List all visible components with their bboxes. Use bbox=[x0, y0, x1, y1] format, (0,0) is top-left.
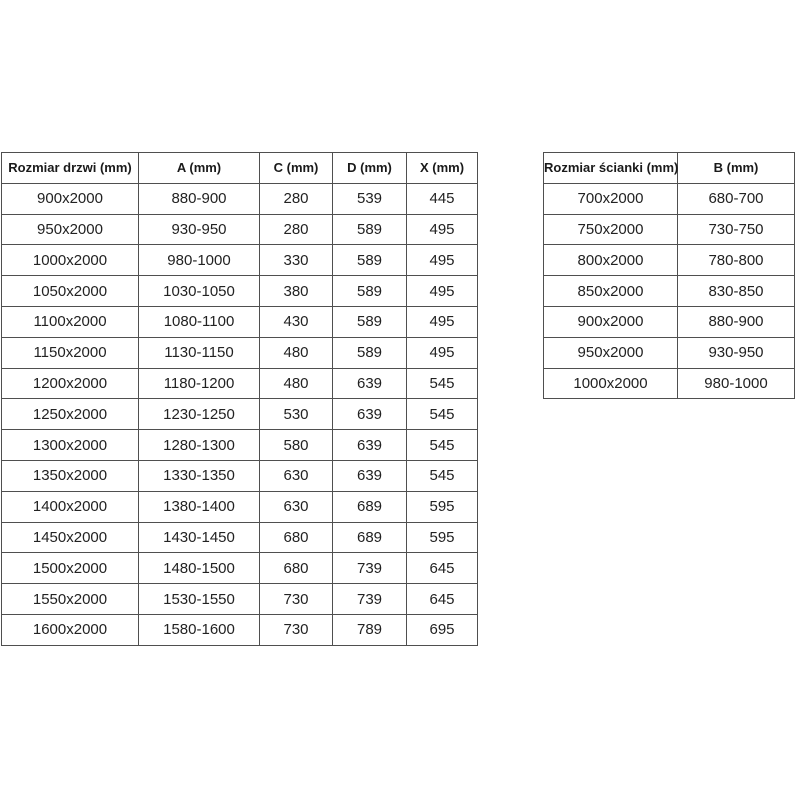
table-cell: 589 bbox=[333, 276, 407, 307]
table-cell: 1030-1050 bbox=[139, 276, 260, 307]
table-cell: 950x2000 bbox=[544, 337, 678, 368]
table-cell: 495 bbox=[407, 337, 478, 368]
table-cell: 1330-1350 bbox=[139, 460, 260, 491]
door-sizes-header-rozmiar-drzwi: Rozmiar drzwi (mm) bbox=[2, 153, 139, 184]
table-cell: 900x2000 bbox=[544, 306, 678, 337]
table-row bbox=[2, 276, 478, 307]
door-sizes-table bbox=[1, 152, 478, 646]
table-cell: 589 bbox=[333, 245, 407, 276]
door-sizes-header-row bbox=[2, 153, 478, 184]
table-cell: 980-1000 bbox=[139, 245, 260, 276]
table-cell: 880-900 bbox=[678, 306, 795, 337]
table-cell: 1280-1300 bbox=[139, 430, 260, 461]
table-cell: 930-950 bbox=[678, 337, 795, 368]
table-row bbox=[544, 337, 795, 368]
table-row bbox=[2, 214, 478, 245]
table-row bbox=[544, 245, 795, 276]
table-cell: 495 bbox=[407, 276, 478, 307]
wall-panel-sizes-header-row bbox=[544, 153, 795, 184]
door-sizes-header-a: A (mm) bbox=[139, 153, 260, 184]
table-row bbox=[544, 306, 795, 337]
table-cell: 880-900 bbox=[139, 183, 260, 214]
table-cell: 280 bbox=[260, 214, 333, 245]
table-row bbox=[544, 368, 795, 399]
table-row bbox=[544, 276, 795, 307]
table-cell: 595 bbox=[407, 522, 478, 553]
table-cell: 980-1000 bbox=[678, 368, 795, 399]
table-cell: 545 bbox=[407, 430, 478, 461]
table-cell: 530 bbox=[260, 399, 333, 430]
table-cell: 1050x2000 bbox=[2, 276, 139, 307]
table-cell: 280 bbox=[260, 183, 333, 214]
table-cell: 1000x2000 bbox=[2, 245, 139, 276]
table-cell: 800x2000 bbox=[544, 245, 678, 276]
table-cell: 1400x2000 bbox=[2, 491, 139, 522]
table-cell: 689 bbox=[333, 491, 407, 522]
table-cell: 1600x2000 bbox=[2, 614, 139, 645]
table-cell: 380 bbox=[260, 276, 333, 307]
table-row bbox=[2, 614, 478, 645]
wall-panel-header-b: B (mm) bbox=[678, 153, 795, 184]
table-cell: 589 bbox=[333, 337, 407, 368]
table-cell: 1250x2000 bbox=[2, 399, 139, 430]
table-cell: 545 bbox=[407, 460, 478, 491]
door-sizes-header-d: D (mm) bbox=[333, 153, 407, 184]
table-cell: 639 bbox=[333, 399, 407, 430]
table-cell: 1380-1400 bbox=[139, 491, 260, 522]
table-cell: 1080-1100 bbox=[139, 306, 260, 337]
table-cell: 680 bbox=[260, 522, 333, 553]
table-row bbox=[2, 337, 478, 368]
table-cell: 680-700 bbox=[678, 183, 795, 214]
table-cell: 1230-1250 bbox=[139, 399, 260, 430]
table-cell: 1550x2000 bbox=[2, 584, 139, 615]
table-cell: 480 bbox=[260, 337, 333, 368]
table-cell: 1150x2000 bbox=[2, 337, 139, 368]
table-cell: 680 bbox=[260, 553, 333, 584]
table-cell: 850x2000 bbox=[544, 276, 678, 307]
table-cell: 445 bbox=[407, 183, 478, 214]
table-cell: 830-850 bbox=[678, 276, 795, 307]
table-cell: 930-950 bbox=[139, 214, 260, 245]
table-row bbox=[2, 306, 478, 337]
table-cell: 645 bbox=[407, 553, 478, 584]
wall-panel-sizes-table bbox=[543, 152, 795, 399]
table-cell: 1480-1500 bbox=[139, 553, 260, 584]
table-cell: 1430-1450 bbox=[139, 522, 260, 553]
table-cell: 750x2000 bbox=[544, 214, 678, 245]
table-cell: 580 bbox=[260, 430, 333, 461]
table-cell: 630 bbox=[260, 460, 333, 491]
table-cell: 495 bbox=[407, 214, 478, 245]
table-cell: 639 bbox=[333, 430, 407, 461]
table-cell: 630 bbox=[260, 491, 333, 522]
table-cell: 1350x2000 bbox=[2, 460, 139, 491]
table-row bbox=[2, 183, 478, 214]
table-row bbox=[544, 183, 795, 214]
table-cell: 950x2000 bbox=[2, 214, 139, 245]
table-row bbox=[2, 368, 478, 399]
table-cell: 689 bbox=[333, 522, 407, 553]
table-row bbox=[2, 245, 478, 276]
table-cell: 780-800 bbox=[678, 245, 795, 276]
table-cell: 495 bbox=[407, 306, 478, 337]
table-cell: 789 bbox=[333, 614, 407, 645]
wall-panel-header-rozmiar-scianki: Rozmiar ścianki (mm) bbox=[544, 153, 678, 184]
table-row bbox=[2, 553, 478, 584]
table-row bbox=[2, 460, 478, 491]
table-row bbox=[2, 399, 478, 430]
table-cell: 1000x2000 bbox=[544, 368, 678, 399]
table-cell: 730 bbox=[260, 584, 333, 615]
table-cell: 495 bbox=[407, 245, 478, 276]
table-row bbox=[2, 522, 478, 553]
table-cell: 900x2000 bbox=[2, 183, 139, 214]
table-cell: 1300x2000 bbox=[2, 430, 139, 461]
table-cell: 1200x2000 bbox=[2, 368, 139, 399]
table-row bbox=[2, 584, 478, 615]
table-cell: 1130-1150 bbox=[139, 337, 260, 368]
table-row bbox=[2, 430, 478, 461]
table-cell: 589 bbox=[333, 306, 407, 337]
table-cell: 1180-1200 bbox=[139, 368, 260, 399]
table-cell: 1530-1550 bbox=[139, 584, 260, 615]
table-cell: 1580-1600 bbox=[139, 614, 260, 645]
table-cell: 1450x2000 bbox=[2, 522, 139, 553]
table-cell: 739 bbox=[333, 553, 407, 584]
table-cell: 539 bbox=[333, 183, 407, 214]
table-cell: 1100x2000 bbox=[2, 306, 139, 337]
table-cell: 645 bbox=[407, 584, 478, 615]
table-cell: 695 bbox=[407, 614, 478, 645]
door-sizes-header-c: C (mm) bbox=[260, 153, 333, 184]
table-row bbox=[2, 491, 478, 522]
table-cell: 639 bbox=[333, 460, 407, 491]
table-cell: 545 bbox=[407, 399, 478, 430]
table-row bbox=[544, 214, 795, 245]
table-cell: 730-750 bbox=[678, 214, 795, 245]
table-cell: 589 bbox=[333, 214, 407, 245]
table-cell: 730 bbox=[260, 614, 333, 645]
table-cell: 1500x2000 bbox=[2, 553, 139, 584]
table-cell: 430 bbox=[260, 306, 333, 337]
table-cell: 330 bbox=[260, 245, 333, 276]
table-cell: 700x2000 bbox=[544, 183, 678, 214]
door-sizes-header-x: X (mm) bbox=[407, 153, 478, 184]
table-cell: 480 bbox=[260, 368, 333, 399]
table-cell: 639 bbox=[333, 368, 407, 399]
table-cell: 595 bbox=[407, 491, 478, 522]
table-cell: 739 bbox=[333, 584, 407, 615]
table-cell: 545 bbox=[407, 368, 478, 399]
